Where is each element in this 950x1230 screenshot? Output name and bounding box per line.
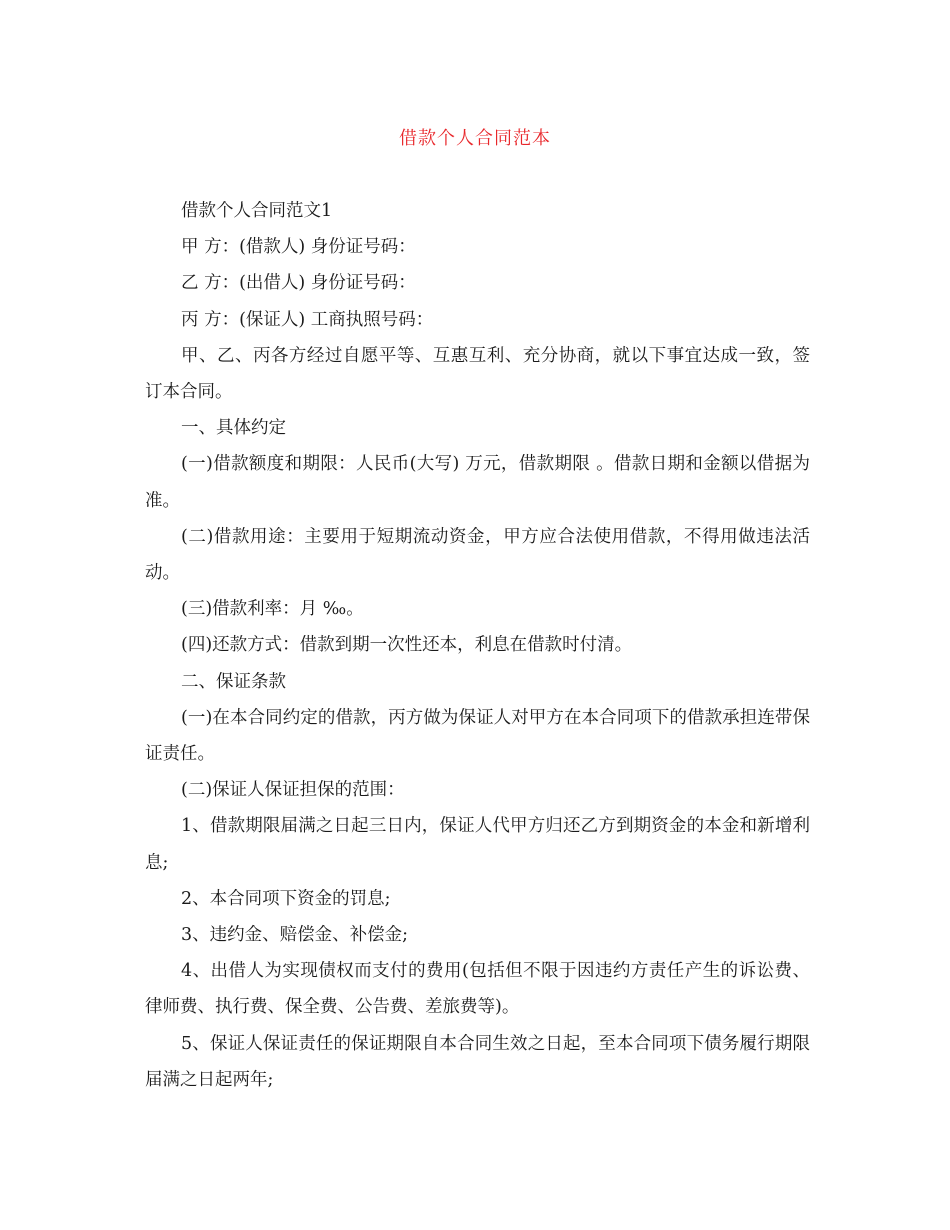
paragraph: 5、保证人保证责任的保证期限自本合同生效之日起，至本合同项下债务履行期限届满之日起两年; — [145, 1033, 810, 1090]
document-title: 借款个人合同范本 — [399, 128, 551, 149]
section-heading: 二、保证条款 — [181, 671, 286, 692]
document-body — [145, 193, 810, 1098]
paragraph: 丙 方：(保证人) 工商执照号码： — [181, 309, 434, 330]
paragraph: 4、出借人为实现债权而支付的费用(包括但不限于因违约方责任产生的诉讼费、律师费、执行费、保全费、公告费、差旅费等)。 — [145, 961, 810, 1018]
paragraph: 甲、乙、丙各方经过自愿平等、互惠互利、充分协商，就以下事宜达成一致，签订本合同。 — [145, 345, 810, 403]
paragraph: (一)借款额度和期限：人民币(大写) 万元，借款期限 。借款日期和金额以借据为准。 — [145, 454, 810, 511]
paragraph: (三)借款利率：月 ‰。 — [181, 599, 364, 620]
paragraph: 2、本合同项下资金的罚息; — [181, 888, 391, 909]
paragraph: (四)还款方式：借款到期一次性还本，利息在借款时付清。 — [181, 635, 633, 656]
paragraph: (二)借款用途：主要用于短期流动资金，甲方应合法使用借款，不得用做违法活动。 — [145, 526, 810, 584]
paragraph: 乙 方：(出借人) 身份证号码： — [181, 273, 416, 294]
paragraph: 甲 方：(借款人) 身份证号码： — [181, 237, 416, 258]
paragraph: (二)保证人保证担保的范围： — [181, 780, 405, 801]
paragraph: 3、违约金、赔偿金、补偿金; — [181, 925, 409, 946]
section-heading: 一、具体约定 — [181, 418, 286, 439]
paragraph: 借款个人合同范文1 — [181, 201, 333, 221]
paragraph: (一)在本合同约定的借款，丙方做为保证人对甲方在本合同项下的借款承担连带保证责任。 — [145, 707, 810, 765]
paragraph: 1、借款期限届满之日起三日内，保证人代甲方归还乙方到期资金的本金和新增利息; — [145, 816, 810, 873]
